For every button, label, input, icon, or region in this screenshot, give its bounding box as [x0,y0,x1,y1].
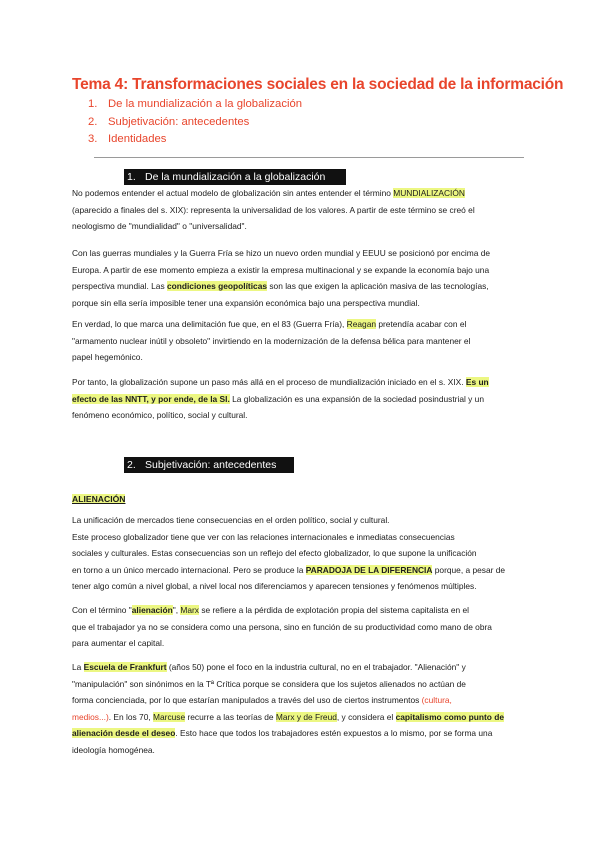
highlighted-term: Reagan [346,319,377,329]
toc-item-label: Identidades [108,133,167,145]
paragraph [72,185,530,235]
highlighted-term: condiciones geopolíticas [166,281,268,292]
text-run: Con el término " [72,605,132,615]
text-line [72,602,530,619]
paragraph [72,245,530,311]
toc-item-number: 1. [88,98,98,110]
highlighted-term: MUNDIALIZACIÓN [393,188,465,198]
text-line: "armamento nuclear inútil y obsoleto" invirtiendo en la modernización de la defensa bélica para mantener el [72,335,471,346]
highlighted-term: capitalismo como punto de [395,711,504,722]
text-run: recurre a las teorías de [185,711,276,722]
highlighted-term: alienación desde el deseo [72,728,176,739]
text-run: La [72,662,84,672]
text-line: porque sin ella sería imposible tener una expansión económica bajo una perspectiva mundial. [72,297,420,308]
paragraph [72,659,530,759]
text-line [72,692,530,709]
text-run: La globalización es una expansión de la sociedad posindustrial y un [229,393,484,404]
text-line: fenómeno económico, político, social y cultural. [72,410,248,421]
text-run: porque, a pesar de [432,564,506,575]
horizontal-divider [94,157,524,158]
text-line: que el trabajador ya no se considera como una persona, sino en función de su productividad como mano de obra [72,621,492,632]
text-line [72,374,530,391]
text-run: Por tanto, la globalización supone un paso más allá en el proceso de mundialización iniciado en el s. XIX. [72,377,466,387]
text-line: sociales y culturales. Estas consecuencias son un reflejo del efecto globalizador, lo que supone la unificación [72,548,477,559]
section-heading [124,169,346,185]
toc-item [88,114,302,132]
text-run: en torno a un único mercado internacional. Pero se produce la [72,564,306,575]
subheading-alienacion: ALIENACIÓN [72,494,126,504]
section-heading [124,457,294,473]
paragraph [72,374,530,424]
section-heading-label: De la mundialización a la globalización [145,171,326,183]
red-text-run: medios...) [72,711,109,722]
section-number: 2. [127,459,136,471]
toc-item [88,131,302,149]
highlighted-term: Marx [180,605,199,615]
text-line: (aparecido a finales del s. XIX): representa la universalidad de los valores. A partir de este término se creó el [72,204,475,215]
text-run: se refiere a la pérdida de explotación propia del sistema capitalista en el [199,605,470,615]
paragraph [72,602,530,652]
section-heading-label: Subjetivación: antecedentes [145,459,277,471]
text-line [72,562,530,579]
paragraph [72,316,530,366]
text-line: Este proceso globalizador tiene que ver con las relaciones internacionales e inmediatas consecuencias [72,531,455,542]
highlighted-term: Marx y de Freud [275,711,337,722]
text-line [72,725,530,742]
toc-item-number: 3. [88,133,98,145]
text-line: papel hegemónico. [72,352,143,363]
text-run: son las que exigen la aplicación masiva de las tecnologías, [267,281,489,292]
text-run: pretendía acabar con el [376,319,467,329]
text-run: . Esto hace que todos los trabajadores estén expuestos a lo mismo, por se forma una [175,728,493,739]
text-line [72,185,530,202]
toc-item-label: De la mundialización a la globalización [108,98,303,110]
highlighted-term: Escuela de Frankfurt [83,662,167,672]
text-line: tener algo común a nivel global, a nivel local nos diferenciamos y aparecen tensiones y fenómenos múltiples. [72,581,477,592]
toc-item-label: Subjetivación: antecedentes [108,115,250,128]
text-line [72,391,530,408]
paragraph [72,512,530,595]
highlighted-term: PARADOJA DE LA DIFERENCIA [305,564,433,575]
text-run: (años 50) pone el foco en la industria cultural, no en el trabajador. "Alienación" y [166,662,466,672]
table-of-contents [88,96,302,149]
text-line [72,278,530,295]
text-run: . En los 70, [108,711,154,722]
text-line: Europa. A partir de ese momento empieza a existir la empresa multinacional y se expande la economía bajo una [72,264,490,275]
text-run: perspectiva mundial. Las [72,281,167,292]
text-line: Con las guerras mundiales y la Guerra Fría se hizo un nuevo orden mundial y EEUU se posicionó por encima de [72,248,491,258]
text-run: En verdad, lo que marca una delimitación fue que, en el 83 (Guerra Fría), [72,319,347,329]
red-text-run: (cultura, [421,695,452,706]
highlighted-term: Es un [465,377,489,387]
highlighted-term: efecto de las NNTT, y por ende, de la SI. [72,393,230,404]
text-line [72,659,530,676]
text-run: No podemos entender el actual modelo de globalización sin antes entender el término [72,188,394,198]
text-line: La unificación de mercados tiene consecuencias en el orden político, social y cultural. [72,515,390,525]
text-line: neologismo de "mundialidad" o "universalidad". [72,221,247,232]
text-line: ideología homogénea. [72,744,155,755]
text-line: para aumentar el capital. [72,638,165,649]
document-title: Tema 4: Transformaciones sociales en la sociedad de la información [72,76,564,93]
toc-item-number: 2. [88,115,98,128]
text-line [72,316,530,333]
text-run: forma concienciada, por lo que estarían manipulados a través del uso de ciertos instrumentos [72,695,422,706]
toc-item [88,96,302,114]
text-run: , y considera el [336,711,396,722]
highlighted-term: Marcuse [153,711,186,722]
highlighted-term: alienación [131,605,173,615]
section-number: 1. [127,171,136,183]
text-line [72,709,530,726]
text-run: ", [172,605,181,615]
text-line: "manipulación" son sinónimos en la Tª Crítica porque se considera que los sujetos alienados no actúan de [72,678,466,689]
